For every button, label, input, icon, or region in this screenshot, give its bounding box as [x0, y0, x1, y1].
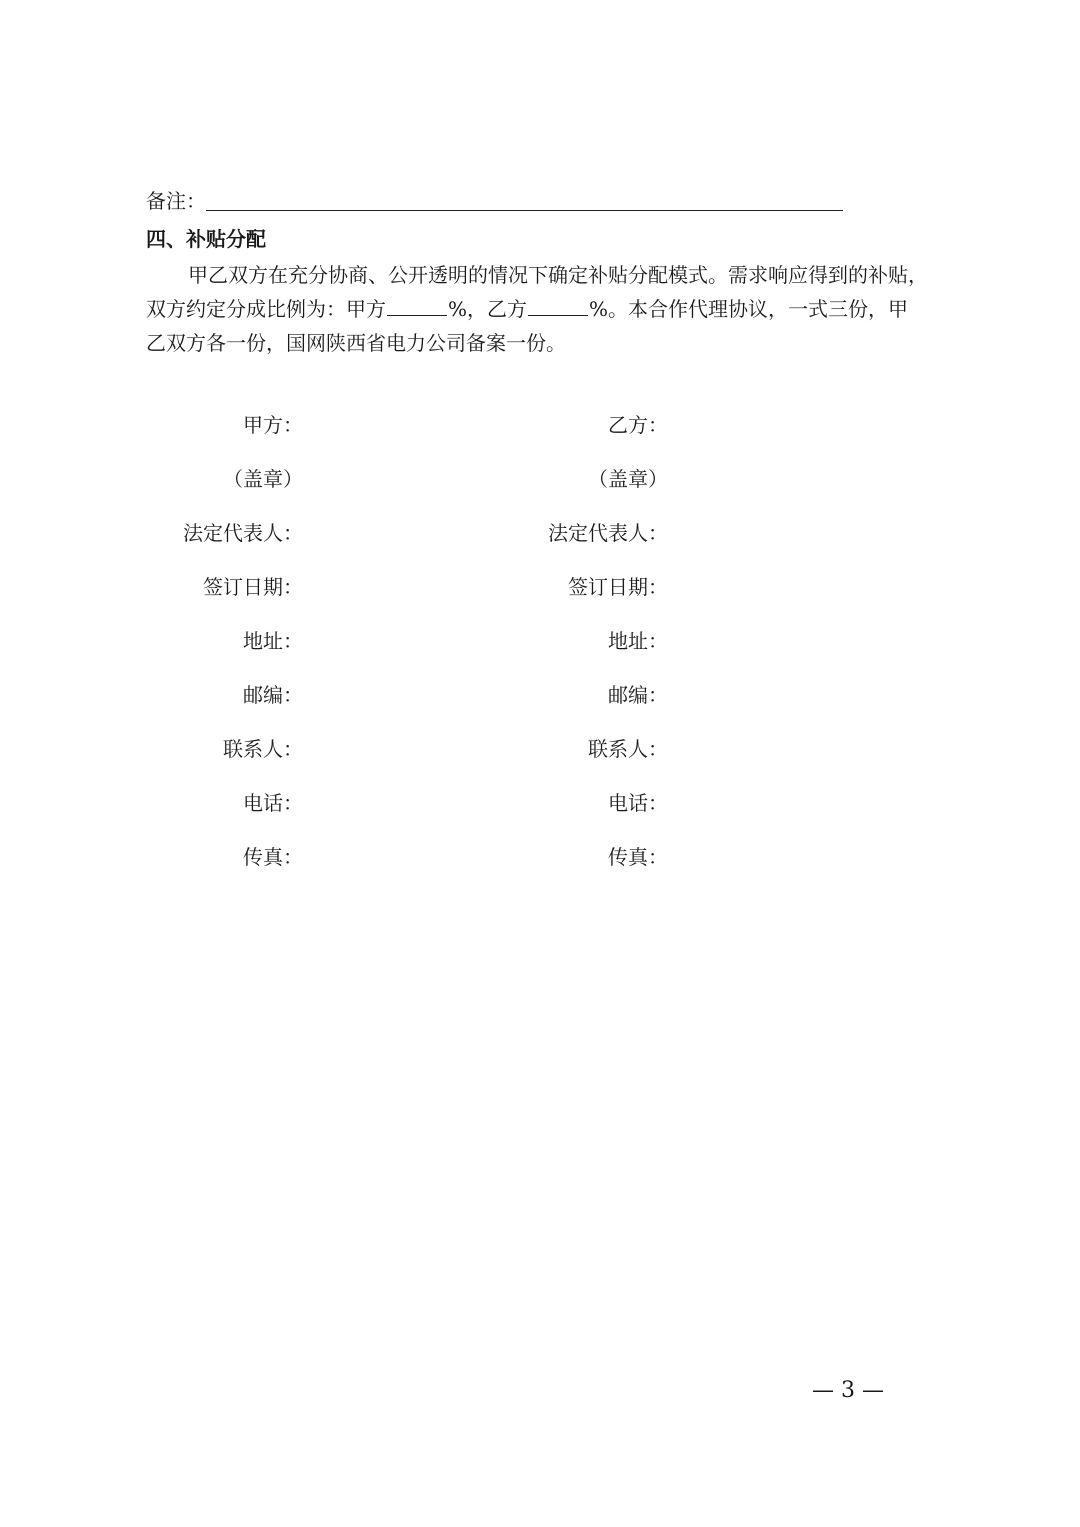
remark-blank-line	[206, 210, 843, 211]
party-b-postcode-label: 邮编：	[608, 683, 668, 707]
paragraph-line-2-part-c: %。本合作代理协议，一式三份，甲	[589, 297, 909, 321]
remark-label: 备注：	[146, 189, 206, 213]
paragraph-line-2-part-a: 双方约定分成比例为：甲方	[146, 297, 386, 321]
party-b-seal-label: （盖章）	[588, 467, 668, 491]
party-b-ratio-blank	[528, 295, 588, 316]
party-b-sign-date-label: 签订日期：	[568, 575, 668, 599]
party-a-postcode-label: 邮编：	[243, 683, 303, 707]
party-a-sign-date-label: 签订日期：	[203, 575, 303, 599]
paragraph-line-3: 乙双方各一份，国网陕西省电力公司备案一份。	[146, 331, 566, 355]
party-a-phone-label: 电话：	[243, 791, 303, 815]
party-a-fax-label: 传真：	[243, 845, 303, 869]
party-b-legal-rep-label: 法定代表人：	[548, 521, 668, 545]
party-b-fax-label: 传真：	[608, 845, 668, 869]
remark-row	[146, 186, 846, 216]
subsidy-paragraph	[146, 258, 946, 360]
section-heading: 四、补贴分配	[146, 227, 266, 251]
party-a-seal-label: （盖章）	[223, 467, 303, 491]
paragraph-line-2	[146, 292, 946, 326]
paragraph-line-1: 甲乙双方在充分协商、公开透明的情况下确定补贴分配模式。需求响应得到的补贴，	[188, 263, 928, 287]
party-b-address-label: 地址：	[608, 629, 668, 653]
page-number: — 3 —	[812, 1378, 884, 1403]
party-a-label: 甲方：	[243, 413, 303, 437]
party-a-legal-rep-label: 法定代表人：	[183, 521, 303, 545]
party-b-phone-label: 电话：	[608, 791, 668, 815]
party-a-address-label: 地址：	[243, 629, 303, 653]
party-a-contact-label: 联系人：	[223, 737, 303, 761]
party-a-ratio-blank	[387, 295, 447, 316]
paragraph-line-2-part-b: %，乙方	[448, 297, 528, 321]
party-b-label: 乙方：	[608, 413, 668, 437]
party-b-contact-label: 联系人：	[588, 737, 668, 761]
